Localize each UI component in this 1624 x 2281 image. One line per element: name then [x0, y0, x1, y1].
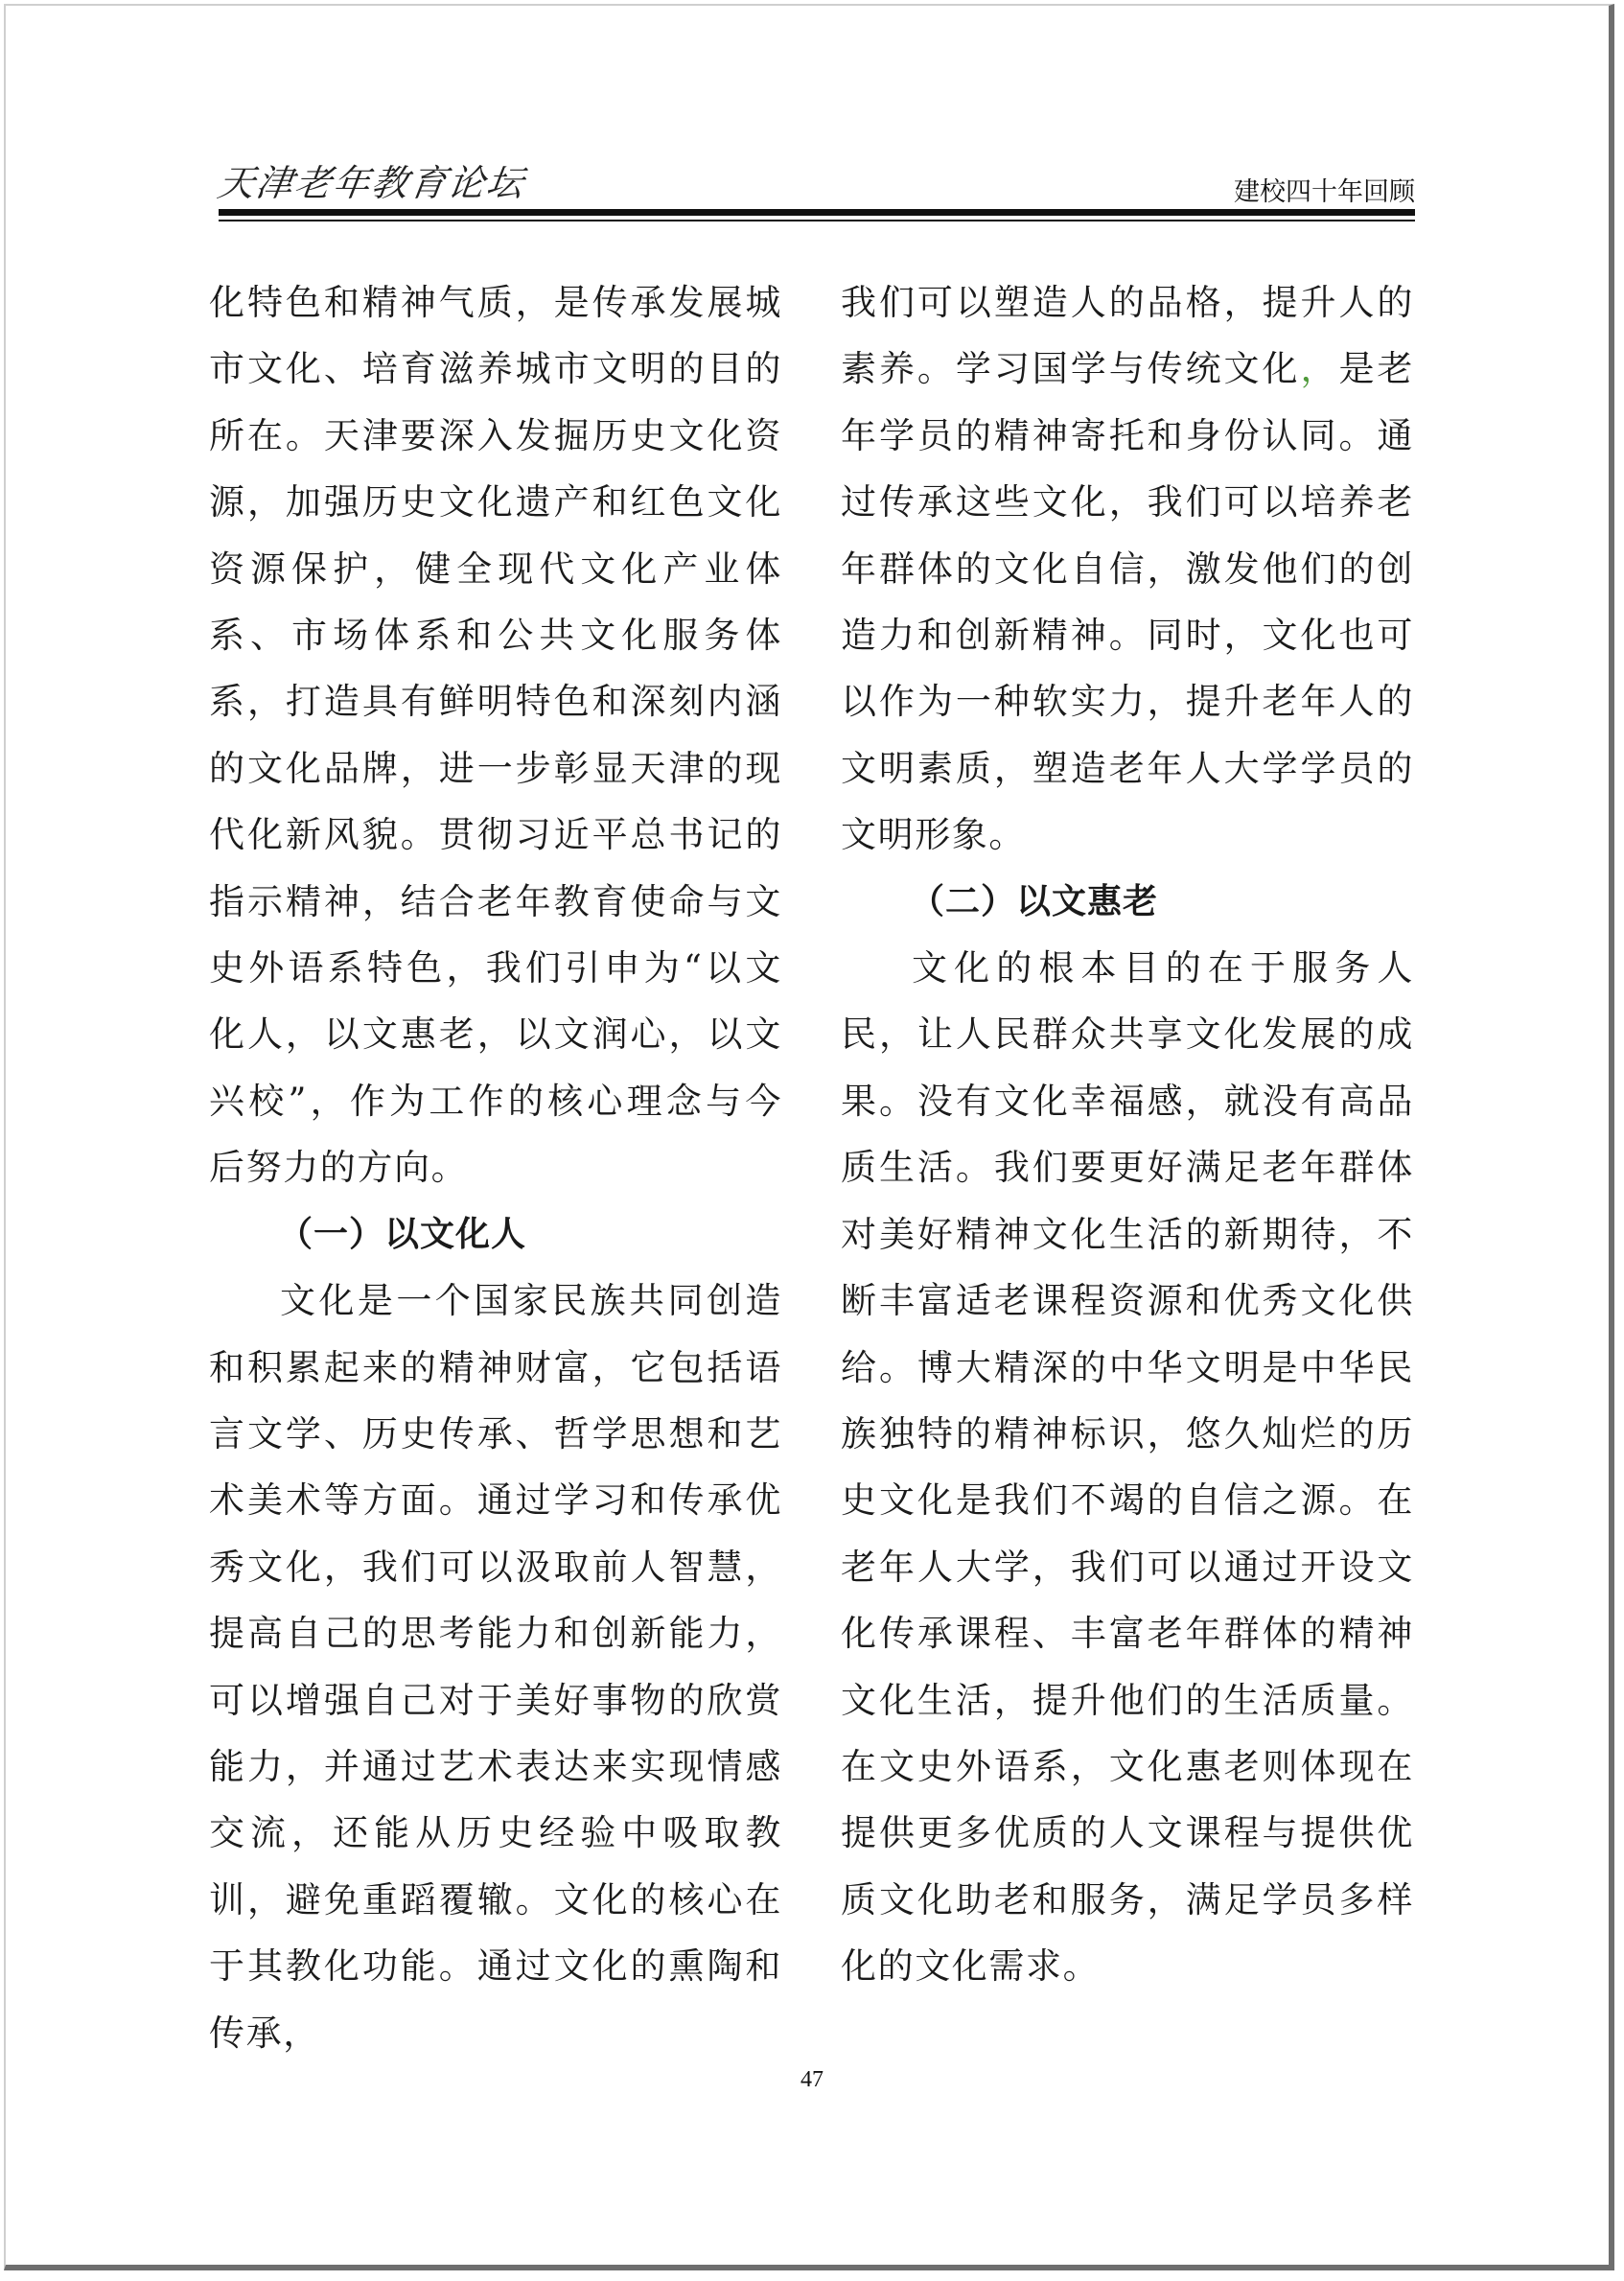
- right-column: [841, 269, 1414, 2000]
- green-comma: ，: [1300, 348, 1339, 390]
- page-number: 47: [800, 2067, 824, 2092]
- right-paragraph-1-part-b: 是老年学员的精神寄托和身份认同。通过传承这些文化，我们可以培养老年群体的文化自信，激发他们的创造力和创新精神。同时，文化也可以作为一种软实力，提升老年人的文明素质，塑造老年人大学学员的文明形象。: [841, 348, 1415, 856]
- section-heading-1: （一）以文化人: [278, 1214, 527, 1254]
- section-heading-2: （二）以文惠老: [910, 881, 1159, 921]
- right-paragraph-1: [841, 269, 1414, 869]
- right-paragraph-2: 文化的根本目的在于服务人民，让人民群众共享文化发展的成果。没有文化幸福感，就没有高品质生活。我们要更好满足老年群体对美好精神文化生活的新期待，不断丰富适老课程资源和优秀文化供给。博大精深的中华文明是中华民族独特的精神标识，悠久灿烂的历史文化是我们不竭的自信之源。在老年人大学，我们可以通过开设文化传承课程、丰富老年群体的精神文化生活，提升他们的生活质量。在文史外语系，文化惠老则体现在提供更多优质的人文课程与提供优质文化助老和服务，满足学员多样化的文化需求。: [841, 947, 1414, 1988]
- right-paragraph-1-part-a: 我们可以塑造人的品格，提升人的素养。学习国学与传统文化: [841, 282, 1414, 390]
- header-rule-thin: [219, 220, 1415, 221]
- header-rule-thick: [219, 209, 1415, 216]
- left-paragraph-1: 化特色和精神气质，是传承发展城市文化、培育滋养城市文明的目的所在。天津要深入发掘历史文化资源，加强历史文化遗产和红色文化资源保护，健全现代文化产业体系、市场体系和公共文化服务体系，打造具有鲜明特色和深刻内涵的文化品牌，进一步彰显天津的现代化新风貌。贯彻习近平总书记的指示精神，结合老年教育使命与文史外语系特色，我们引申为“以文化人，以文惠老，以文润心，以文兴校”，作为工作的核心理念与今后努力的方向。: [209, 282, 782, 1189]
- left-column: [209, 269, 782, 2066]
- left-paragraph-2: 文化是一个国家民族共同创造和积累起来的精神财富，它包括语言文学、历史传承、哲学思想和艺术美术等方面。通过学习和传承优秀文化，我们可以汲取前人智慧，提高自己的思考能力和创新能力，可以增强自己对于美好事物的欣赏能力，并通过艺术表达来实现情感交流，还能从历史经验中吸取教训，避免重蹈覆辙。文化的核心在于其教化功能。通过文化的熏陶和传承，: [209, 1280, 782, 2054]
- running-title: 建校四十年回顾: [1234, 177, 1415, 207]
- journal-logo: 天津老年教育论坛: [215, 162, 528, 204]
